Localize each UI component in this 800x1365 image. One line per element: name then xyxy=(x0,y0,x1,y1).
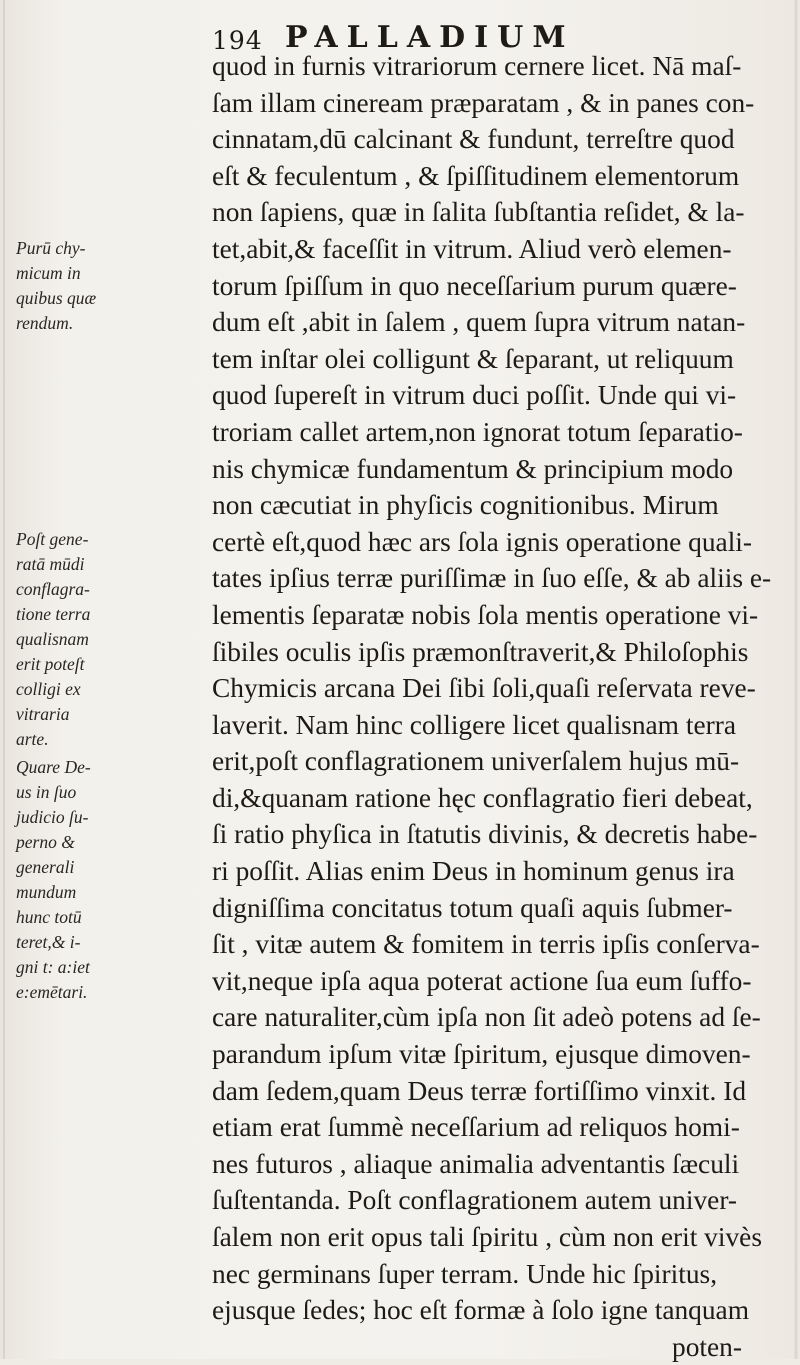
text-line: ſit , vitæ autem & fomitem in terris ipſis conſerva- xyxy=(212,929,760,960)
text-line: digniſſima concitatus totum quaſi aquis ſubmer- xyxy=(212,892,733,923)
text-line: laverit. Nam hinc colligere licet qualisnam terra xyxy=(212,709,737,740)
text-line: quod in furnis vitrariorum cernere licet. Nā maſ- xyxy=(212,51,742,81)
text-line: di,&quanam ratione hęc conflagratio fieri debeat, xyxy=(212,782,753,813)
text-line: torum ſpiſſum in quo neceſſarium purum quære- xyxy=(212,270,737,301)
text-line: ſuſtentanda. Poſt conflagrationem autem univer- xyxy=(212,1185,738,1216)
text-line: Chymicis arcana Dei ſibi ſoli,quaſi reſervata reve- xyxy=(212,673,756,704)
text-line: tates ipſius terræ puriſſimæ in ſuo eſſe, & ab aliis e- xyxy=(212,563,772,594)
margin-note-pure-chymicum xyxy=(16,236,128,336)
margin-note-line: Poſt gene- xyxy=(16,529,89,549)
text-line: troriam callet artem,non ignorat totum ſeparatio- xyxy=(212,416,743,447)
text-line: tem inſtar olei colligunt & ſeparant, ut reliquum xyxy=(212,343,734,374)
margin-note-line: teret,& i- xyxy=(16,932,81,952)
text-line: ſi ratio phyſica in ſtatutis divinis, & decretis habe- xyxy=(212,819,758,850)
margin-note-conflagration xyxy=(16,527,128,752)
margin-note-line: vitraria xyxy=(16,704,70,724)
margin-note-line: colligi ex xyxy=(16,679,81,699)
running-title: PALLADIUM xyxy=(285,20,575,55)
text-line: etiam erat ſummè neceſſarium ad reliquos homi- xyxy=(212,1112,740,1143)
text-line: non ſapiens, quæ in ſalita ſubſtantia reſidet, & la- xyxy=(212,197,745,228)
margin-note-line: gni t: a:iet xyxy=(16,957,90,977)
text-line: vit,neque ipſa aqua poterat actione ſua eum ſuffo- xyxy=(212,965,752,996)
text-line: certè eſt,quod hæc ars ſola ignis operatione quali- xyxy=(212,526,753,557)
margin-note-line: hunc totū xyxy=(16,907,82,927)
margin-note-line: micum in xyxy=(16,263,81,283)
text-line: dam ſedem,quam Deus terræ fortiſſimo vinxit. Id xyxy=(212,1075,747,1106)
text-line: care naturaliter,cùm ipſa non ſit adeò potens ad ſe- xyxy=(212,1002,761,1033)
margin-note-line: rendum. xyxy=(16,313,74,333)
text-line: parandum ipſum vitæ ſpiritum, ejusque dimoven- xyxy=(212,1039,751,1070)
text-line: erit,poſt conflagrationem univerſalem hujus mū- xyxy=(212,746,740,777)
margin-note-line: generali xyxy=(16,857,75,877)
margin-note-line: tione terra xyxy=(16,604,91,624)
text-line: ſibiles oculis ipſis præmonſtraverit,& Philoſophis xyxy=(212,636,749,667)
margin-note-line: Purū chy- xyxy=(16,238,86,258)
text-line: non cæcutiat in phyſicis cognitionibus. Mirum xyxy=(212,490,719,521)
text-line: tet,abit,& faceſſit in vitrum. Aliud verò elemen- xyxy=(212,233,732,264)
margin-note-line: mundum xyxy=(16,882,77,902)
margin-note-line: quibus quæ xyxy=(16,288,97,308)
margin-note-line: conflagra- xyxy=(16,579,90,599)
margin-note-line: us in ſuo xyxy=(16,782,77,802)
margin-note-line: arte. xyxy=(16,729,49,749)
text-line: quod ſupereſt in vitrum duci poſſit. Unde qui vi- xyxy=(212,380,737,411)
margin-note-quare-deus xyxy=(16,755,128,1005)
body-text xyxy=(212,48,784,1365)
margin-note-line: e:emētari. xyxy=(16,982,88,1002)
margin-note-line: judicio ſu- xyxy=(16,807,89,827)
margin-note-line: ratā mūdi xyxy=(16,554,85,574)
catchword: poten- xyxy=(672,1331,742,1362)
text-line: ſam illam cineream præparatam , & in panes con- xyxy=(212,87,755,118)
text-line: ri poſſit. Alias enim Deus in hominum genus ira xyxy=(212,856,735,887)
text-line: nes futuros , aliaque animalia adventantis ſæculi xyxy=(212,1148,740,1179)
text-line: ejusque ſedes; hoc eſt formæ à ſolo igne tanquam xyxy=(212,1295,750,1326)
margin-note-line: perno & xyxy=(16,832,75,852)
page-number: 194 xyxy=(212,26,263,55)
text-line: lementis ſeparatæ nobis ſola mentis operatione vi- xyxy=(212,599,759,630)
text-line: ſalem non erit opus tali ſpiritu , cùm non erit vivès xyxy=(212,1222,762,1252)
text-line: cinnatam,dū calcinant & fundunt, terreſtre quod xyxy=(212,124,735,155)
margin-note-line: Quare De- xyxy=(16,757,91,777)
text-line: eſt & feculentum , & ſpiſſitudinem elementorum xyxy=(212,160,740,191)
text-line: nis chymicæ fundamentum & principium modo xyxy=(212,453,734,484)
margin-note-line: erit poteſt xyxy=(16,654,85,674)
margin-note-line: qualisnam xyxy=(16,629,89,649)
text-line: nec germinans ſuper terram. Unde hic ſpiritus, xyxy=(212,1258,718,1289)
text-line: dum eſt ,abit in ſalem , quem ſupra vitrum natan- xyxy=(212,307,746,338)
